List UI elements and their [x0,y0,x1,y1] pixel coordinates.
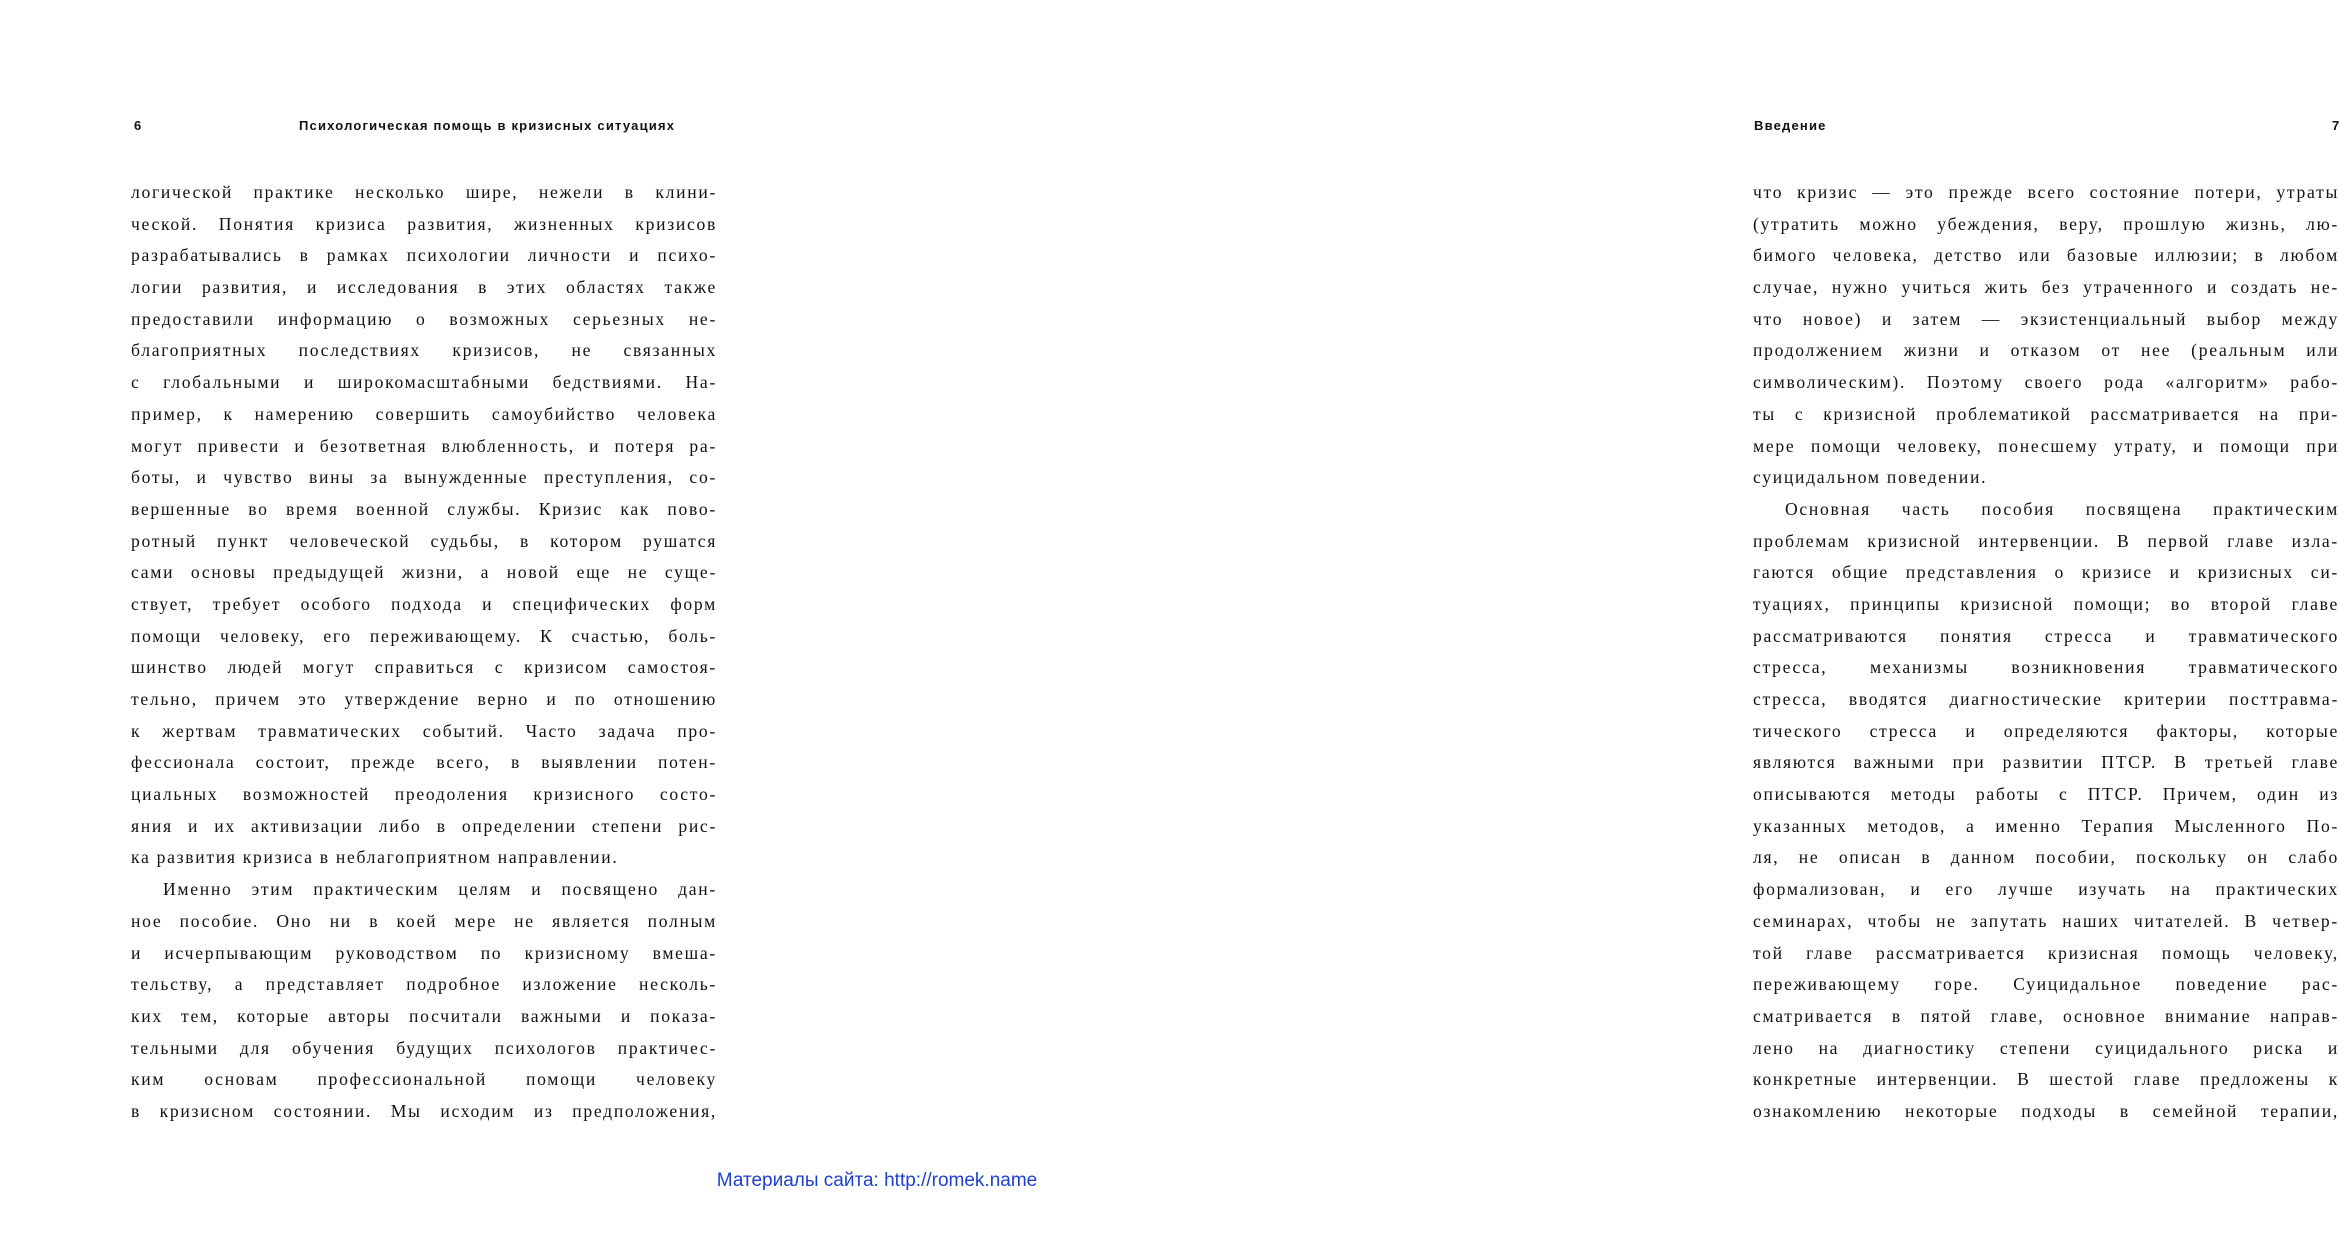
text-line: в кризисном состоянии. Мы исходим из предположения, [131,1100,717,1121]
text-line: тельно, причем это утверждение верно и по отношению [131,689,717,709]
text-line: проблемам кризисной интервенции. В первой главе изла- [1753,530,2339,551]
text-line: продолжением жизни и отказом от нее (реальным или [1753,340,2339,361]
text-line: ким основам профессиональной помощи человеку [131,1069,717,1090]
text-line: суицидальном поведении. [1753,467,1988,488]
text-line: ты с кризисной проблематикой рассматривается на при- [1753,403,2339,424]
text-line: логической практике несколько шире, нежели в клини- [131,182,717,202]
text-line: (утратить можно убеждения, веру, прошлую жизнь, лю- [1753,213,2339,234]
text-line: Именно этим практическим целям и посвящено дан- [163,879,717,900]
text-line: ка развития кризиса в неблагоприятном направлении. [131,847,619,868]
running-head: Психологическая помощь в кризисных ситуациях [299,118,676,133]
text-line: символическим). Поэтому своего рода «алгоритм» рабо- [1753,372,2339,393]
text-line: переживающему горе. Суицидальное поведение рас- [1753,974,2339,995]
text-line: случае, нужно учиться жить без утраченного и создать не- [1753,277,2339,298]
text-line: бимого человека, детство или базовые иллюзии; в любом [1753,245,2339,266]
text-line: являются важными при развитии ПТСР. В третьей главе [1753,752,2339,773]
text-line: яния и их активизации либо в определении степени рис- [131,815,717,836]
text-line: конкретные интервенции. В шестой главе предложены к [1753,1069,2339,1090]
text-line: и исчерпывающим руководством по кризисному вмеша- [131,942,717,963]
page-number: 6 [134,118,142,133]
text-line: стресса, вводятся диагностические критерии посттравма- [1753,689,2339,709]
text-line: туациях, принципы кризисной помощи; во второй главе [1753,593,2339,614]
text-line: лено на диагностику степени суицидального риска и [1753,1037,2339,1058]
text-line: семинарах, чтобы не запутать наших читателей. В четвер- [1753,910,2339,931]
body-text [1753,177,2339,1128]
text-line: тельными для обучения будущих психологов практичес- [131,1037,717,1058]
text-line: сматривается в пятой главе, основное внимание направ- [1753,1005,2339,1026]
text-line: указанных методов, а именно Терапия Мысленного По- [1753,815,2339,836]
text-line: могут привести и безответная влюбленность, и потеря ра- [131,435,717,456]
footer-link[interactable]: http://romek.name [884,1170,1038,1191]
text-line: ких тем, которые авторы посчитали важными и показа- [131,1005,717,1026]
text-line: фессионала состоит, прежде всего, в выявлении потен- [131,752,717,773]
text-line: шинство людей могут справиться с кризисом самостоя- [131,657,717,678]
text-line: сами основы предыдущей жизни, а новой еще не суще- [131,562,717,583]
left-page [0,0,877,1160]
text-line: той главе рассматривается кризисная помощь человеку, [1753,942,2339,963]
text-line: ознакомлению некоторые подходы в семейной терапии, [1753,1100,2339,1121]
text-line: тического стресса и определяются факторы, которые [1753,720,2339,741]
text-line: мере помощи человеку, понесшему утрату, и помощи при [1753,435,2339,456]
text-line: тельству, а представляет подробное изложение несколь- [131,974,717,995]
text-line: ческой. Понятия кризиса развития, жизненных кризисов [131,213,717,234]
text-line: циальных возможностей преодоления кризисного состо- [131,784,717,805]
text-line: разрабатывались в рамках психологии личности и психо- [131,245,717,266]
text-line: вершенные во время военной службы. Кризис как пово- [131,498,717,519]
text-line: стресса, механизмы возникновения травматического [1753,657,2339,678]
page-number: 7 [2332,118,2339,133]
text-line: предоставили информацию о возможных серьезных не- [131,308,717,329]
text-line: ля, не описан в данном пособии, поскольку он слабо [1753,847,2339,868]
footer-label: Материалы сайта: [716,1170,885,1191]
body-text [131,177,717,1128]
text-line: Основная часть пособия посвящена практическим [1785,498,2339,519]
site-footer [0,1170,1754,1192]
text-line: к жертвам травматических событий. Часто задача про- [131,720,717,741]
text-line: помощи человеку, его переживающему. К счастью, боль- [131,625,717,646]
text-line: ствует, требует особого подхода и специфических форм [131,593,717,614]
text-line: логии развития, и исследования в этих областях также [131,277,717,298]
text-line: что новое) и затем — экзистенциальный выбор между [1753,308,2339,329]
text-line: с глобальными и широкомасштабными бедствиями. На- [131,372,717,393]
text-line: что кризис — это прежде всего состояние потери, утраты [1753,182,2339,202]
text-line: описываются методы работы с ПТСР. Причем, один из [1753,784,2339,805]
text-line: формализован, и его лучше изучать на практических [1753,879,2339,900]
text-line: ное пособие. Оно ни в коей мере не является полным [131,910,717,931]
right-page [877,0,2339,1160]
running-head: Введение [1754,118,1827,133]
text-line: боты, и чувство вины за вынужденные преступления, со- [131,467,717,488]
text-line: рассматриваются понятия стресса и травматического [1753,625,2339,646]
text-line: благоприятных последствиях кризисов, не связанных [131,340,717,361]
text-line: пример, к намерению совершить самоубийство человека [131,403,717,424]
text-line: гаются общие представления о кризисе и кризисных си- [1753,562,2339,583]
text-line: ротный пункт человеческой судьбы, в котором рушатся [131,530,717,551]
